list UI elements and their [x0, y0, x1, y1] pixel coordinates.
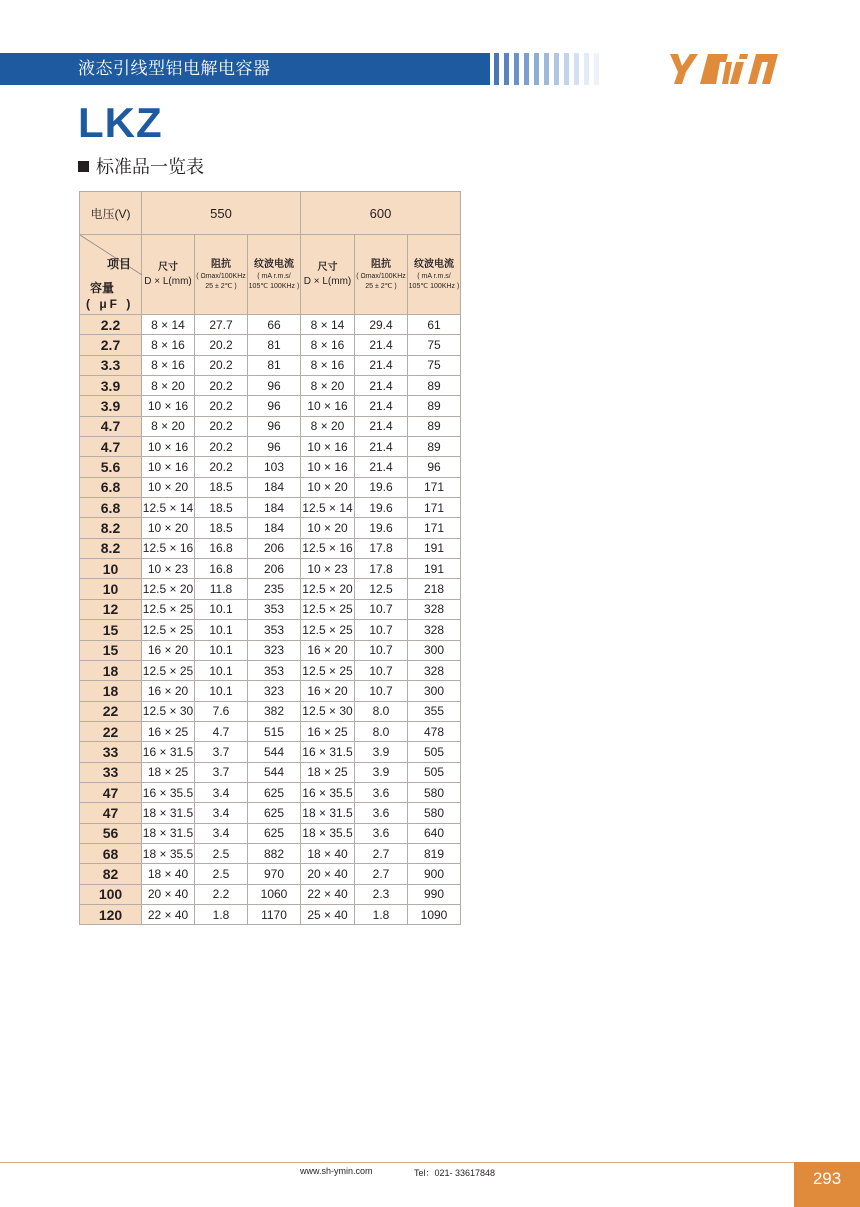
size-550-cell: 8 × 16 — [142, 335, 195, 355]
ripple-600-cell: 300 — [408, 640, 461, 660]
ripple-600-cell: 328 — [408, 599, 461, 619]
voltage-label: 电压(V) — [80, 192, 142, 235]
table-row — [80, 742, 461, 762]
capacitance-cell: 18 — [80, 660, 142, 680]
ripple-550-cell: 206 — [248, 559, 301, 579]
size-550-cell: 12.5 × 20 — [142, 579, 195, 599]
ripple-600-cell: 478 — [408, 721, 461, 741]
table-row — [80, 599, 461, 619]
capacitance-cell: 3.9 — [80, 396, 142, 416]
footer-telephone: Tel：021- 33617848 — [414, 1168, 496, 1178]
size-600-cell: 25 × 40 — [301, 904, 355, 924]
ripple-550-cell: 81 — [248, 355, 301, 375]
impedance-600-cell: 3.6 — [355, 782, 408, 802]
size-600-cell: 8 × 14 — [301, 315, 355, 335]
ripple-600-cell: 89 — [408, 396, 461, 416]
size-550-cell: 18 × 31.5 — [142, 803, 195, 823]
capacitance-cell: 3.3 — [80, 355, 142, 375]
size-600-cell: 10 × 16 — [301, 437, 355, 457]
impedance-600-cell: 12.5 — [355, 579, 408, 599]
impedance-600-cell: 19.6 — [355, 477, 408, 497]
capacitance-cell: 10 — [80, 579, 142, 599]
size-550-cell: 10 × 23 — [142, 559, 195, 579]
size-550-cell: 16 × 31.5 — [142, 742, 195, 762]
ripple-550-cell: 1170 — [248, 904, 301, 924]
ripple-600-cell: 300 — [408, 681, 461, 701]
square-bullet-icon — [78, 161, 89, 172]
size-600-cell: 16 × 20 — [301, 640, 355, 660]
section-heading — [78, 156, 204, 180]
impedance-550-cell: 20.2 — [195, 396, 248, 416]
capacitance-cell: 3.9 — [80, 376, 142, 396]
capacitance-cell: 4.7 — [80, 416, 142, 436]
size-600-cell: 12.5 × 16 — [301, 538, 355, 558]
size-550-cell: 8 × 20 — [142, 416, 195, 436]
impedance-550-cell: 2.5 — [195, 864, 248, 884]
impedance-600-cell: 3.6 — [355, 823, 408, 843]
capacitance-cell: 15 — [80, 620, 142, 640]
size-600-cell: 10 × 16 — [301, 396, 355, 416]
size-550-cell: 18 × 31.5 — [142, 823, 195, 843]
capacitance-cell: 47 — [80, 782, 142, 802]
ripple-600-cell: 171 — [408, 518, 461, 538]
size-600-cell: 12.5 × 25 — [301, 599, 355, 619]
capacitance-cell: 120 — [80, 904, 142, 924]
table-row — [80, 477, 461, 497]
size-550-cell: 16 × 20 — [142, 681, 195, 701]
ripple-600-cell: 75 — [408, 355, 461, 375]
impedance-550-cell: 16.8 — [195, 559, 248, 579]
impedance-600-cell: 10.7 — [355, 640, 408, 660]
impedance-600-cell: 17.8 — [355, 559, 408, 579]
impedance-550-cell: 2.2 — [195, 884, 248, 904]
ripple-550-cell: 235 — [248, 579, 301, 599]
page-header-title: 液态引线型铝电解电容器 — [78, 59, 271, 79]
size-550-cell: 18 × 35.5 — [142, 843, 195, 863]
ripple-600-cell: 640 — [408, 823, 461, 843]
size-550-cell: 20 × 40 — [142, 884, 195, 904]
size-550-cell: 8 × 14 — [142, 315, 195, 335]
table-body — [80, 315, 461, 925]
size-550-cell: 12.5 × 25 — [142, 660, 195, 680]
size-600-cell: 8 × 16 — [301, 355, 355, 375]
size-600-cell: 12.5 × 14 — [301, 498, 355, 518]
ripple-550-cell: 882 — [248, 843, 301, 863]
table-row — [80, 843, 461, 863]
capacitance-cell: 2.2 — [80, 315, 142, 335]
capacitance-cell: 6.8 — [80, 477, 142, 497]
size-600-cell: 10 × 20 — [301, 518, 355, 538]
ripple-600-cell: 328 — [408, 620, 461, 640]
col-size-550: 尺寸 D × L(mm) — [142, 235, 195, 315]
size-600-cell: 12.5 × 25 — [301, 660, 355, 680]
impedance-600-cell: 21.4 — [355, 355, 408, 375]
impedance-550-cell: 18.5 — [195, 498, 248, 518]
size-550-cell: 8 × 16 — [142, 355, 195, 375]
impedance-600-cell: 21.4 — [355, 457, 408, 477]
table-row — [80, 396, 461, 416]
ripple-550-cell: 184 — [248, 518, 301, 538]
capacitance-cell: 33 — [80, 762, 142, 782]
table-row — [80, 803, 461, 823]
size-600-cell: 22 × 40 — [301, 884, 355, 904]
capacitance-cell: 100 — [80, 884, 142, 904]
ripple-550-cell: 66 — [248, 315, 301, 335]
ripple-550-cell: 184 — [248, 477, 301, 497]
ripple-600-cell: 580 — [408, 803, 461, 823]
ripple-600-cell: 355 — [408, 701, 461, 721]
size-600-cell: 16 × 31.5 — [301, 742, 355, 762]
impedance-550-cell: 10.1 — [195, 599, 248, 619]
capacitance-cell: 12 — [80, 599, 142, 619]
size-600-cell: 16 × 20 — [301, 681, 355, 701]
size-600-cell: 12.5 × 20 — [301, 579, 355, 599]
table-row — [80, 721, 461, 741]
ripple-550-cell: 515 — [248, 721, 301, 741]
impedance-600-cell: 2.7 — [355, 843, 408, 863]
size-600-cell: 12.5 × 25 — [301, 620, 355, 640]
table-row — [80, 416, 461, 436]
ripple-550-cell: 353 — [248, 660, 301, 680]
impedance-550-cell: 18.5 — [195, 518, 248, 538]
size-600-cell: 16 × 35.5 — [301, 782, 355, 802]
impedance-600-cell: 1.8 — [355, 904, 408, 924]
ripple-550-cell: 323 — [248, 640, 301, 660]
ripple-600-cell: 89 — [408, 376, 461, 396]
size-600-cell: 8 × 20 — [301, 376, 355, 396]
table-row — [80, 782, 461, 802]
ripple-550-cell: 625 — [248, 823, 301, 843]
ripple-550-cell: 544 — [248, 742, 301, 762]
ripple-600-cell: 505 — [408, 762, 461, 782]
ripple-600-cell: 89 — [408, 416, 461, 436]
size-600-cell: 18 × 25 — [301, 762, 355, 782]
impedance-550-cell: 2.5 — [195, 843, 248, 863]
col-ripple-550: 纹波电流 ( mA r.m.s/ 105℃ 100KHz ) — [248, 235, 301, 315]
capacitance-cell: 22 — [80, 701, 142, 721]
table-row — [80, 498, 461, 518]
size-600-cell: 12.5 × 30 — [301, 701, 355, 721]
capacitance-cell: 82 — [80, 864, 142, 884]
impedance-600-cell: 2.7 — [355, 864, 408, 884]
impedance-550-cell: 10.1 — [195, 681, 248, 701]
size-600-cell: 18 × 31.5 — [301, 803, 355, 823]
ripple-600-cell: 89 — [408, 437, 461, 457]
impedance-600-cell: 10.7 — [355, 620, 408, 640]
ripple-550-cell: 625 — [248, 782, 301, 802]
impedance-600-cell: 21.4 — [355, 376, 408, 396]
impedance-550-cell: 10.1 — [195, 640, 248, 660]
ripple-600-cell: 900 — [408, 864, 461, 884]
impedance-550-cell: 20.2 — [195, 457, 248, 477]
size-550-cell: 10 × 20 — [142, 477, 195, 497]
capacitance-cell: 18 — [80, 681, 142, 701]
series-name: LKZ — [78, 99, 163, 146]
impedance-550-cell: 20.2 — [195, 335, 248, 355]
table-row — [80, 701, 461, 721]
col-ripple-600: 纹波电流 ( mA r.m.s/ 105℃ 100KHz ) — [408, 235, 461, 315]
size-600-cell: 18 × 40 — [301, 843, 355, 863]
table-row — [80, 538, 461, 558]
size-550-cell: 12.5 × 25 — [142, 599, 195, 619]
size-550-cell: 10 × 16 — [142, 457, 195, 477]
size-550-cell: 10 × 20 — [142, 518, 195, 538]
size-550-cell: 8 × 20 — [142, 376, 195, 396]
table-row — [80, 762, 461, 782]
impedance-550-cell: 3.7 — [195, 742, 248, 762]
table-row — [80, 823, 461, 843]
ripple-550-cell: 96 — [248, 376, 301, 396]
ripple-550-cell: 353 — [248, 620, 301, 640]
capacity-label: 容量 — [90, 281, 115, 295]
capacitance-cell: 8.2 — [80, 538, 142, 558]
impedance-600-cell: 29.4 — [355, 315, 408, 335]
ripple-550-cell: 96 — [248, 416, 301, 436]
capacitance-cell: 15 — [80, 640, 142, 660]
voltage-600: 600 — [301, 192, 461, 235]
size-600-cell: 8 × 20 — [301, 416, 355, 436]
size-550-cell: 12.5 × 16 — [142, 538, 195, 558]
capacitance-cell: 5.6 — [80, 457, 142, 477]
size-550-cell: 16 × 25 — [142, 721, 195, 741]
impedance-600-cell: 10.7 — [355, 599, 408, 619]
capacitance-cell: 2.7 — [80, 335, 142, 355]
ripple-600-cell: 191 — [408, 538, 461, 558]
impedance-600-cell: 8.0 — [355, 701, 408, 721]
impedance-600-cell: 21.4 — [355, 335, 408, 355]
impedance-550-cell: 1.8 — [195, 904, 248, 924]
impedance-600-cell: 2.3 — [355, 884, 408, 904]
size-600-cell: 18 × 35.5 — [301, 823, 355, 843]
ripple-600-cell: 61 — [408, 315, 461, 335]
ripple-600-cell: 580 — [408, 782, 461, 802]
impedance-550-cell: 7.6 — [195, 701, 248, 721]
table-row — [80, 579, 461, 599]
impedance-550-cell: 10.1 — [195, 660, 248, 680]
impedance-600-cell: 17.8 — [355, 538, 408, 558]
size-550-cell: 18 × 25 — [142, 762, 195, 782]
header-diagonal-cell — [80, 235, 142, 315]
capacitance-cell: 33 — [80, 742, 142, 762]
table-row — [80, 315, 461, 335]
impedance-600-cell: 10.7 — [355, 660, 408, 680]
table-row — [80, 904, 461, 924]
table-row — [80, 335, 461, 355]
col-impedance-550: 阻抗 ( Ωmax/100KHz 25 ± 2℃ ) — [195, 235, 248, 315]
table-row — [80, 559, 461, 579]
capacitance-cell: 8.2 — [80, 518, 142, 538]
item-label: 项目 — [106, 257, 131, 271]
ripple-600-cell: 75 — [408, 335, 461, 355]
page-number: 293 — [794, 1162, 860, 1207]
ripple-550-cell: 970 — [248, 864, 301, 884]
capacitance-cell: 4.7 — [80, 437, 142, 457]
table-row — [80, 864, 461, 884]
capacitance-cell: 68 — [80, 843, 142, 863]
impedance-550-cell: 20.2 — [195, 416, 248, 436]
table-row — [80, 681, 461, 701]
ripple-550-cell: 1060 — [248, 884, 301, 904]
ymin-logo — [664, 50, 782, 88]
size-550-cell: 16 × 35.5 — [142, 782, 195, 802]
capacitance-cell: 10 — [80, 559, 142, 579]
size-600-cell: 10 × 16 — [301, 457, 355, 477]
impedance-600-cell: 3.9 — [355, 742, 408, 762]
impedance-600-cell: 21.4 — [355, 437, 408, 457]
impedance-550-cell: 20.2 — [195, 437, 248, 457]
impedance-600-cell: 8.0 — [355, 721, 408, 741]
impedance-550-cell: 27.7 — [195, 315, 248, 335]
capacitance-cell: 6.8 — [80, 498, 142, 518]
impedance-550-cell: 16.8 — [195, 538, 248, 558]
size-550-cell: 18 × 40 — [142, 864, 195, 884]
size-600-cell: 10 × 20 — [301, 477, 355, 497]
table-row — [80, 376, 461, 396]
impedance-550-cell: 3.4 — [195, 823, 248, 843]
ripple-550-cell: 103 — [248, 457, 301, 477]
ripple-550-cell: 323 — [248, 681, 301, 701]
ripple-600-cell: 819 — [408, 843, 461, 863]
capacitance-cell: 47 — [80, 803, 142, 823]
table-row — [80, 437, 461, 457]
size-600-cell: 16 × 25 — [301, 721, 355, 741]
ripple-600-cell: 191 — [408, 559, 461, 579]
ripple-600-cell: 96 — [408, 457, 461, 477]
size-550-cell: 12.5 × 30 — [142, 701, 195, 721]
size-600-cell: 8 × 16 — [301, 335, 355, 355]
col-impedance-600: 阻抗 ( Ωmax/100KHz 25 ± 2℃ ) — [355, 235, 408, 315]
ripple-600-cell: 171 — [408, 477, 461, 497]
impedance-550-cell: 20.2 — [195, 376, 248, 396]
table-row — [80, 457, 461, 477]
footer-divider — [0, 1162, 794, 1163]
table-row — [80, 518, 461, 538]
impedance-600-cell: 10.7 — [355, 681, 408, 701]
capacitance-cell: 22 — [80, 721, 142, 741]
table-row — [80, 355, 461, 375]
capacitance-cell: 56 — [80, 823, 142, 843]
size-550-cell: 16 × 20 — [142, 640, 195, 660]
impedance-600-cell: 3.9 — [355, 762, 408, 782]
ripple-550-cell: 96 — [248, 437, 301, 457]
footer-website: www.sh-ymin.com — [300, 1166, 373, 1176]
capacity-unit: ( μF ) — [86, 297, 134, 311]
ripple-600-cell: 1090 — [408, 904, 461, 924]
impedance-550-cell: 20.2 — [195, 355, 248, 375]
ripple-550-cell: 184 — [248, 498, 301, 518]
impedance-600-cell: 21.4 — [355, 396, 408, 416]
ripple-550-cell: 81 — [248, 335, 301, 355]
impedance-600-cell: 19.6 — [355, 498, 408, 518]
standard-product-table — [79, 191, 461, 925]
ripple-550-cell: 206 — [248, 538, 301, 558]
ripple-600-cell: 171 — [408, 498, 461, 518]
impedance-550-cell: 3.7 — [195, 762, 248, 782]
impedance-550-cell: 3.4 — [195, 782, 248, 802]
size-550-cell: 12.5 × 25 — [142, 620, 195, 640]
ripple-550-cell: 382 — [248, 701, 301, 721]
ripple-600-cell: 328 — [408, 660, 461, 680]
ripple-600-cell: 990 — [408, 884, 461, 904]
voltage-550: 550 — [142, 192, 301, 235]
table-row — [80, 660, 461, 680]
impedance-600-cell: 21.4 — [355, 416, 408, 436]
ripple-600-cell: 218 — [408, 579, 461, 599]
size-550-cell: 10 × 16 — [142, 437, 195, 457]
ripple-550-cell: 544 — [248, 762, 301, 782]
impedance-600-cell: 3.6 — [355, 803, 408, 823]
impedance-550-cell: 18.5 — [195, 477, 248, 497]
table-row — [80, 620, 461, 640]
size-600-cell: 20 × 40 — [301, 864, 355, 884]
table-row — [80, 884, 461, 904]
table-row — [80, 640, 461, 660]
col-size-600: 尺寸 D × L(mm) — [301, 235, 355, 315]
impedance-550-cell: 11.8 — [195, 579, 248, 599]
section-title: 标准品一览表 — [96, 157, 204, 178]
size-550-cell: 12.5 × 14 — [142, 498, 195, 518]
size-550-cell: 10 × 16 — [142, 396, 195, 416]
ripple-550-cell: 353 — [248, 599, 301, 619]
size-550-cell: 22 × 40 — [142, 904, 195, 924]
impedance-550-cell: 3.4 — [195, 803, 248, 823]
impedance-550-cell: 4.7 — [195, 721, 248, 741]
size-600-cell: 10 × 23 — [301, 559, 355, 579]
ripple-550-cell: 96 — [248, 396, 301, 416]
impedance-550-cell: 10.1 — [195, 620, 248, 640]
impedance-600-cell: 19.6 — [355, 518, 408, 538]
ripple-600-cell: 505 — [408, 742, 461, 762]
ripple-550-cell: 625 — [248, 803, 301, 823]
